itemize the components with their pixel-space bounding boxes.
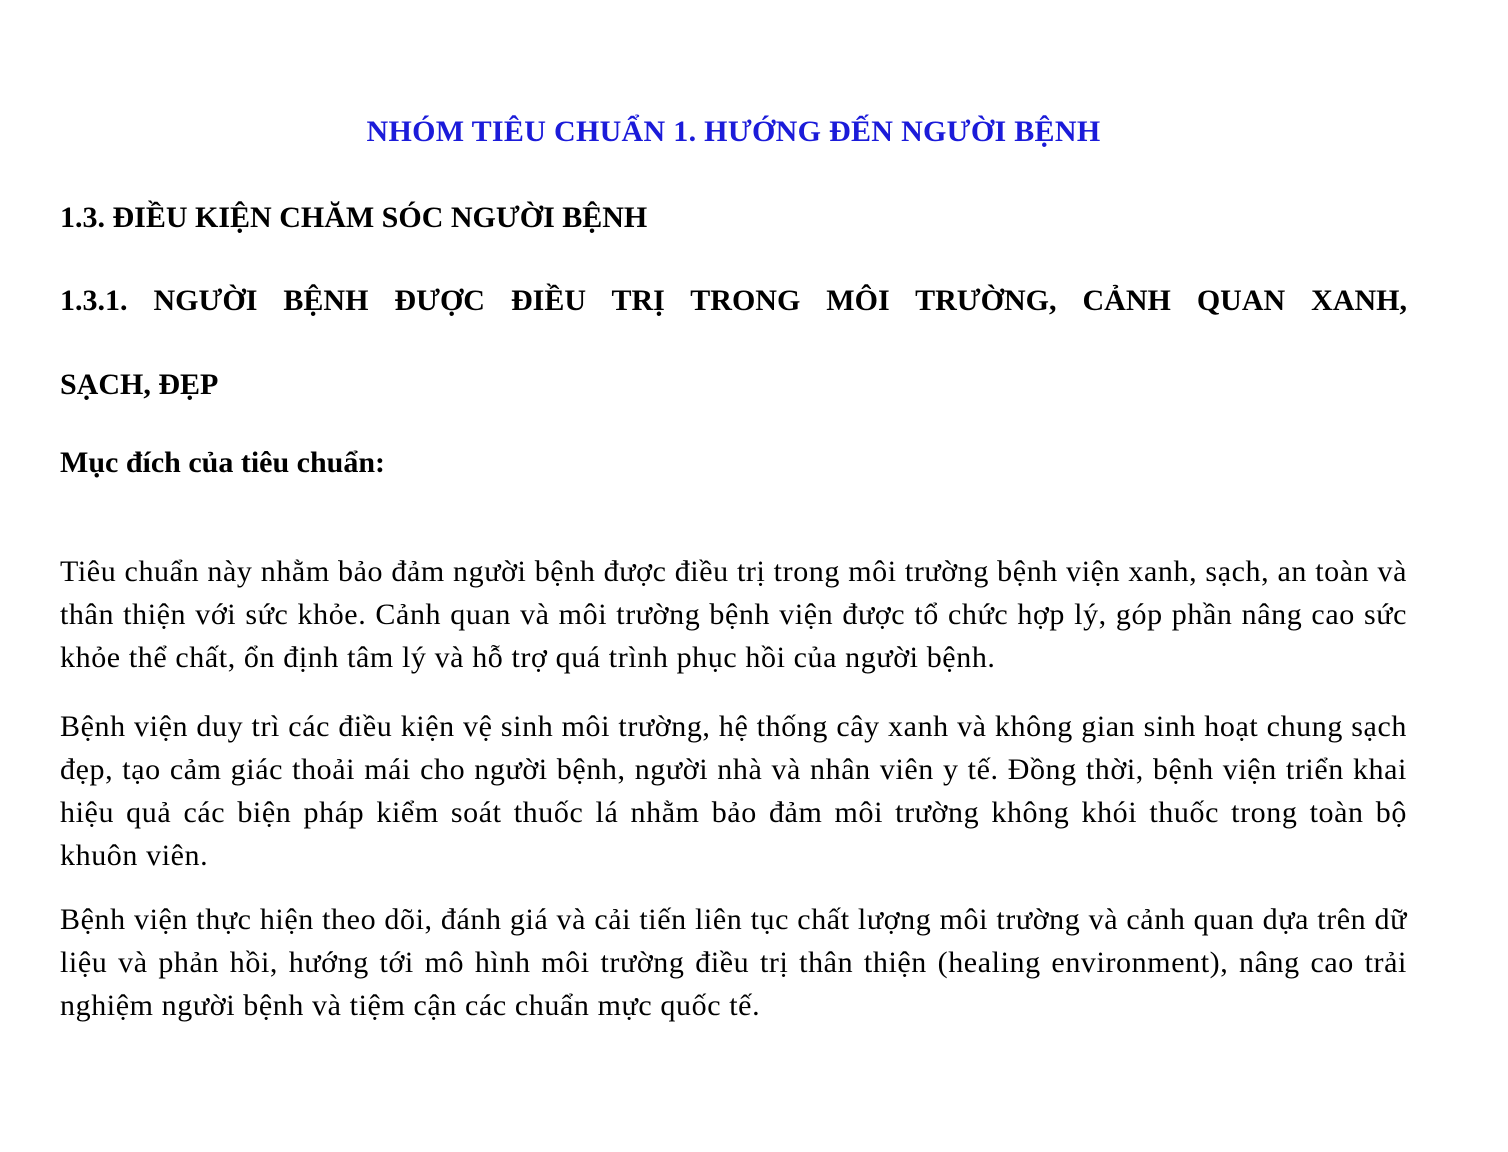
page <box>0 110 1508 1152</box>
heading-1-3: 1.3. ĐIỀU KIỆN CHĂM SÓC NGƯỜI BỆNH <box>60 201 648 234</box>
paragraph-purpose-3: Bệnh viện thực hiện theo dõi, đánh giá và cải tiến liên tục chất lượng môi trường và cảnh quan dựa trên dữ liệu và phản hồi, hướng tới mô hình môi trường điều trị thân thiện (healing environment), nâng cao trải nghiệm người bệnh và tiệm cận các chuẩn mực quốc tế. <box>60 903 1407 1022</box>
group-title: NHÓM TIÊU CHUẨN 1. HƯỚNG ĐẾN NGƯỜI BỆNH <box>366 115 1101 148</box>
document-page <box>0 110 1508 1152</box>
paragraph-purpose-1: Tiêu chuẩn này nhằm bảo đảm người bệnh được điều trị trong môi trường bệnh viện xanh, sạch, an toàn và thân thiện với sức khỏe. Cảnh quan và môi trường bệnh viện được tổ chức hợp lý, góp phần nâng cao sức khỏe thể chất, ổn định tâm lý và hỗ trợ quá trình phục hồi của người bệnh. <box>60 555 1407 674</box>
heading-1-3-1-line1: 1.3.1. NGƯỜI BỆNH ĐƯỢC ĐIỀU TRỊ TRONG MÔI TRƯỜNG, CẢNH QUAN XANH, <box>60 284 1407 317</box>
purpose-label: Mục đích của tiêu chuẩn: <box>60 446 386 479</box>
heading-1-3-1-line2: SẠCH, ĐẸP <box>60 368 219 401</box>
paragraph-purpose-2: Bệnh viện duy trì các điều kiện vệ sinh môi trường, hệ thống cây xanh và không gian sinh hoạt chung sạch đẹp, tạo cảm giác thoải mái cho người bệnh, người nhà và nhân viên y tế. Đồng thời, bệnh viện triển khai hiệu quả các biện pháp kiểm soát thuốc lá nhằm bảo đảm môi trường không khói thuốc trong toàn bộ khuôn viên. <box>60 710 1407 872</box>
heading-1-3-1 <box>60 279 1407 406</box>
